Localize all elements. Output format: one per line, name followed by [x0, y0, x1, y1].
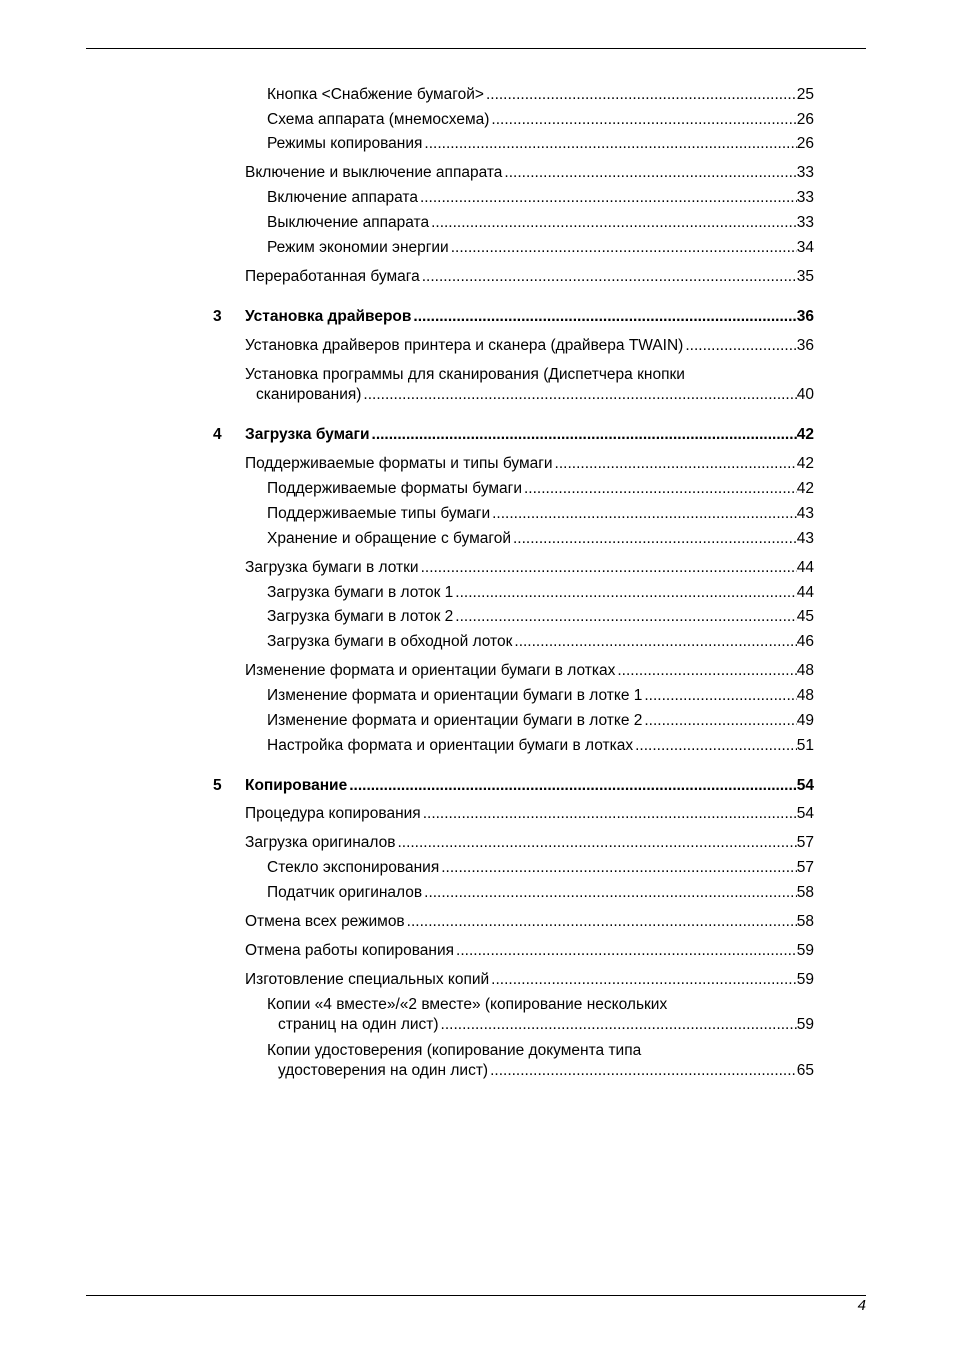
toc-entry-page: 58: [796, 913, 814, 930]
toc-entry-page: 51: [796, 737, 814, 754]
toc-entry[interactable]: [245, 804, 814, 824]
toc-chapter-page: 54: [796, 777, 814, 794]
toc-leader-dots: [349, 776, 797, 796]
toc-chapter-3[interactable]: [213, 307, 814, 327]
toc-entry-page: 34: [796, 239, 814, 256]
toc-leader-dots: [456, 941, 797, 961]
toc-entry-title: Настройка формата и ориентации бумаги в лотках: [267, 737, 634, 754]
toc-entry-page: 58: [796, 884, 814, 901]
toc-entry-page: 59: [796, 971, 814, 988]
toc-leader-dots: [486, 85, 797, 105]
toc-leader-dots: [422, 267, 797, 287]
toc-leader-dots: [491, 110, 796, 130]
toc-leader-dots: [451, 238, 797, 258]
toc-entry-title: Загрузка бумаги в обходной лоток: [267, 633, 513, 650]
toc-entry-page: 57: [796, 834, 814, 851]
toc-leader-dots: [455, 583, 796, 603]
toc-entry-page: 43: [796, 505, 814, 522]
toc-entry-page: 45: [796, 608, 814, 625]
toc-entry[interactable]: [245, 163, 814, 183]
toc-entry[interactable]: [267, 134, 814, 154]
toc-chapter-title: Копирование: [245, 777, 348, 794]
toc-chapter-4[interactable]: [213, 425, 814, 445]
toc-entry-title: Процедура копирования: [245, 805, 421, 822]
toc-entry-page: 33: [796, 164, 814, 181]
toc-entry[interactable]: [267, 504, 814, 524]
toc-entry[interactable]: [245, 833, 814, 853]
toc-entry-page: 65: [796, 1062, 814, 1079]
toc-entry-page: 26: [796, 111, 814, 128]
toc-entry-page: 54: [796, 805, 814, 822]
toc-leader-dots: [397, 833, 796, 853]
toc-entry[interactable]: [245, 365, 814, 405]
toc-entry-title-line2: удостоверения на один лист): [278, 1062, 489, 1079]
toc-chapter-number: 5: [213, 777, 222, 794]
toc-entry[interactable]: [267, 583, 814, 603]
toc-leader-dots: [441, 1015, 797, 1035]
toc-entry-page: 40: [796, 386, 814, 403]
toc-chapter-title: Загрузка бумаги: [245, 426, 370, 443]
toc-entry-page: 33: [796, 214, 814, 231]
toc-entry[interactable]: [245, 267, 814, 287]
toc-leader-dots: [455, 607, 796, 627]
toc-entry[interactable]: [267, 858, 814, 878]
toc-entry[interactable]: [267, 736, 814, 756]
toc-chapter-number: 3: [213, 308, 222, 325]
toc-leader-dots: [424, 883, 797, 903]
toc-entry-title: Отмена работы копирования: [245, 942, 455, 959]
toc-entry-page: 59: [796, 1016, 814, 1033]
toc-entry-title: Хранение и обращение с бумагой: [267, 530, 511, 547]
toc-leader-dots: [413, 307, 796, 327]
toc-leader-dots: [635, 736, 797, 756]
toc-leader-dots: [514, 632, 796, 652]
toc-leader-dots: [490, 1061, 797, 1081]
toc-chapter-title: Установка драйверов: [245, 308, 412, 325]
toc-leader-dots: [441, 858, 797, 878]
toc-leader-dots: [504, 163, 796, 183]
toc-entry[interactable]: [267, 110, 814, 130]
toc-entry-title: Режим экономии энергии: [267, 239, 449, 256]
toc-entry-title: Переработанная бумага: [245, 268, 420, 285]
toc-entry-title: Отмена всех режимов: [245, 913, 405, 930]
toc-leader-dots: [685, 336, 796, 356]
toc-entry-page: 48: [796, 687, 814, 704]
toc-entry[interactable]: [267, 995, 814, 1035]
toc-entry-title-line2: страниц на один лист): [278, 1016, 439, 1033]
toc-entry-title: Стекло экспонирования: [267, 859, 440, 876]
toc-entry-title: Изменение формата и ориентации бумаги в лотке 1: [267, 687, 643, 704]
toc-entry[interactable]: [267, 188, 814, 208]
toc-entry-title: Изменение формата и ориентации бумаги в лотках: [245, 662, 616, 679]
toc-leader-dots: [491, 970, 797, 990]
toc-entry-title: Режимы копирования: [267, 135, 423, 152]
toc-leader-dots: [513, 529, 797, 549]
toc-entry[interactable]: [267, 479, 814, 499]
toc-chapter-page: 36: [796, 308, 814, 325]
toc-chapter-page: 42: [796, 426, 814, 443]
toc-entry[interactable]: [245, 912, 814, 932]
toc-entry-page: 42: [796, 480, 814, 497]
toc-entry-page: 43: [796, 530, 814, 547]
toc-entry-page: 35: [796, 268, 814, 285]
toc-entry-title: Загрузка бумаги в лотки: [245, 559, 419, 576]
toc-entry[interactable]: [267, 883, 814, 903]
toc-entry-title: Поддерживаемые типы бумаги: [267, 505, 491, 522]
toc-leader-dots: [492, 504, 797, 524]
toc-entry-page: 49: [796, 712, 814, 729]
toc-entry[interactable]: [267, 238, 814, 258]
page-number: 4: [857, 1297, 866, 1314]
toc-entry-page: 26: [796, 135, 814, 152]
toc-entry-title: Установка драйверов принтера и сканера (драйвера TWAIN): [245, 337, 684, 354]
toc-entry-title-line1: Копии «4 вместе»/«2 вместе» (копирование нескольких: [267, 996, 668, 1013]
toc-entry[interactable]: [245, 558, 814, 578]
toc-entry-title: Кнопка <Снабжение бумагой>: [267, 86, 484, 103]
toc-chapter-5[interactable]: [213, 776, 814, 796]
toc-entry-title: Поддерживаемые форматы и типы бумаги: [245, 455, 553, 472]
toc-entry[interactable]: [267, 529, 814, 549]
toc-leader-dots: [644, 711, 796, 731]
toc-entry-title: Выключение аппарата: [267, 214, 430, 231]
toc-entry-title-line2: сканирования): [256, 386, 362, 403]
toc-entry[interactable]: [245, 661, 814, 681]
toc-leader-dots: [407, 912, 797, 932]
toc-entry[interactable]: [245, 454, 814, 474]
toc-entry[interactable]: [267, 607, 814, 627]
toc-entry-title: Изменение формата и ориентации бумаги в лотке 2: [267, 712, 643, 729]
toc-entry[interactable]: [245, 970, 814, 990]
toc-leader-dots: [423, 804, 797, 824]
toc-leader-dots: [372, 425, 797, 445]
header-rule: [86, 48, 866, 49]
toc-entry[interactable]: [267, 213, 814, 233]
toc-entry[interactable]: [245, 336, 814, 356]
toc-entry-page: 42: [796, 455, 814, 472]
footer-rule: [86, 1295, 866, 1296]
toc-entry-page: 44: [796, 559, 814, 576]
toc-entry[interactable]: [267, 632, 814, 652]
toc-entry-title: Податчик оригиналов: [267, 884, 423, 901]
toc-entry[interactable]: [267, 711, 814, 731]
toc-leader-dots: [644, 686, 796, 706]
toc-leader-dots: [421, 558, 797, 578]
toc-entry-page: 59: [796, 942, 814, 959]
toc-entry-title: Включение и выключение аппарата: [245, 164, 503, 181]
toc-leader-dots: [363, 385, 796, 405]
toc-entry-page: 25: [796, 86, 814, 103]
toc-entry-title: Загрузка бумаги в лоток 1: [267, 584, 454, 601]
toc-entry[interactable]: [267, 686, 814, 706]
toc-leader-dots: [555, 454, 797, 474]
toc-entry-title: Схема аппарата (мнемосхема): [267, 111, 490, 128]
toc-entry-title: Включение аппарата: [267, 189, 418, 206]
toc-entry-title: Загрузка оригиналов: [245, 834, 396, 851]
toc-entry-title: Поддерживаемые форматы бумаги: [267, 480, 522, 497]
toc-leader-dots: [617, 661, 796, 681]
toc-leader-dots: [524, 479, 797, 499]
toc-entry-page: 33: [796, 189, 814, 206]
toc-entry-page: 57: [796, 859, 814, 876]
toc-entry-title-line1: Копии удостоверения (копирование документа типа: [267, 1042, 642, 1059]
toc-entry[interactable]: [267, 1041, 814, 1081]
toc-entry-title: Изготовление специальных копий: [245, 971, 490, 988]
toc-entry[interactable]: [245, 941, 814, 961]
toc-entry-title: Загрузка бумаги в лоток 2: [267, 608, 454, 625]
toc-entry-page: 46: [796, 633, 814, 650]
toc-entry-page: 44: [796, 584, 814, 601]
toc-entry-title-line1: Установка программы для сканирования (Диспетчера кнопки: [245, 366, 685, 383]
toc-chapter-number: 4: [213, 426, 222, 443]
toc-entry-page: 36: [796, 337, 814, 354]
toc-entry-page: 48: [796, 662, 814, 679]
toc-leader-dots: [431, 213, 797, 233]
toc-leader-dots: [420, 188, 797, 208]
toc-entry[interactable]: [267, 85, 814, 105]
toc-leader-dots: [424, 134, 796, 154]
